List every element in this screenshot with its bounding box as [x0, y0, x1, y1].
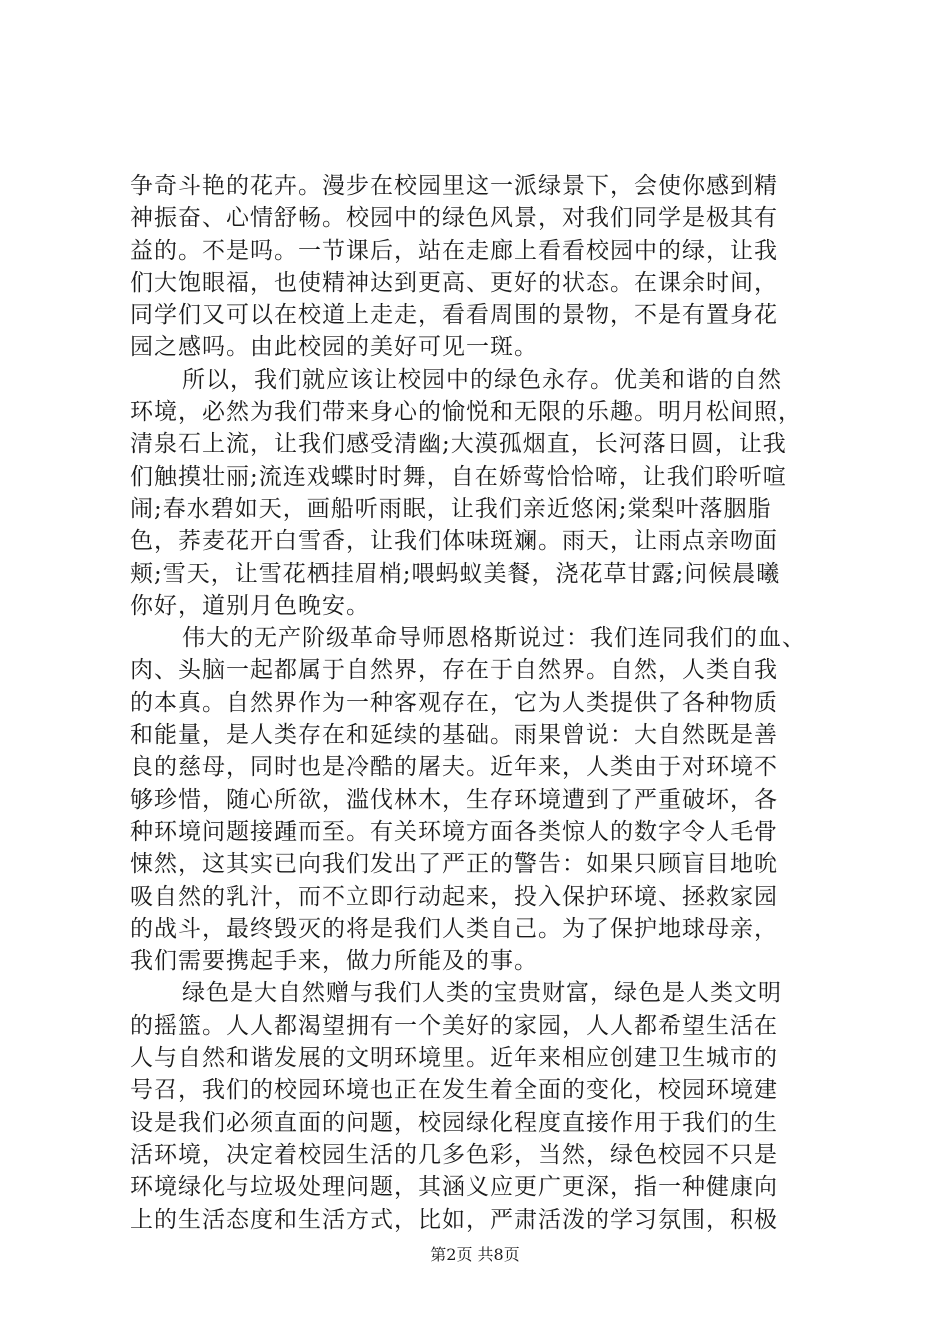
text-line: 的战斗，最终毁灭的将是我们人类自己。为了保护地球母亲， [130, 915, 778, 942]
text-line: 们大饱眼福，也使精神达到更高、更好的状态。在课余时间， [130, 269, 778, 296]
text-line: 上的生活态度和生活方式，比如，严肃活泼的学习氛围，积极 [130, 1206, 778, 1233]
text-line: 同学们又可以在校道上走走，看看周围的景物，不是有置身花 [130, 302, 778, 329]
page-number-footer: 第2页 共8页 [430, 1245, 520, 1264]
text-line: 你好，道别月色晚安。 [130, 592, 370, 619]
text-line: 颊;雪天，让雪花栖挂眉梢;喂蚂蚁美餐，浇花草甘露;问候晨曦 [130, 560, 781, 587]
text-line: 吸自然的乳汁，而不立即行动起来，投入保护环境、拯救家园 [130, 883, 778, 910]
text-line: 我们需要携起手来，做力所能及的事。 [130, 948, 538, 975]
text-line: 的本真。自然界作为一种客观存在，它为人类提供了各种物质 [130, 689, 778, 716]
text-line: 的摇篮。人人都渴望拥有一个美好的家园，人人都希望生活在 [130, 1012, 778, 1039]
text-line: 活环境，决定着校园生活的几多色彩，当然，绿色校园不只是 [130, 1141, 778, 1168]
text-line: 所以，我们就应该让校园中的绿色永存。优美和谐的自然 [182, 366, 782, 393]
text-line: 闹;春水碧如天，画船听雨眠，让我们亲近悠闲;棠梨叶落胭脂 [130, 495, 772, 522]
text-line: 神振奋、心情舒畅。校园中的绿色风景，对我们同学是极其有 [130, 205, 778, 232]
text-line: 益的。不是吗。一节课后，站在走廊上看看校园中的绿，让我 [130, 237, 778, 264]
text-line: 园之感吗。由此校园的美好可见一斑。 [130, 334, 538, 361]
text-line: 环境，必然为我们带来身心的愉悦和无限的乐趣。明月松间照， [130, 399, 802, 426]
text-line: 环境绿化与垃圾处理问题，其涵义应更广更深，指一种健康向 [130, 1174, 778, 1201]
text-line: 色，荞麦花开白雪香，让我们体味斑斓。雨天，让雨点亲吻面 [130, 528, 778, 555]
text-line: 伟大的无产阶级革命导师恩格斯说过：我们连同我们的血、 [182, 625, 806, 652]
text-line: 肉、头脑一起都属于自然界，存在于自然界。自然，人类自我 [130, 657, 778, 684]
paragraph [130, 622, 850, 977]
text-line: 绿色是大自然赠与我们人类的宝贵财富，绿色是人类文明 [182, 980, 782, 1007]
paragraph [130, 170, 850, 364]
body-text [130, 170, 850, 1236]
text-line: 够珍惜，随心所欲，滥伐林木，生存环境遭到了严重破坏，各 [130, 786, 778, 813]
text-line: 号召，我们的校园环境也正在发生着全面的变化，校园环境建 [130, 1077, 778, 1104]
text-line: 设是我们必须直面的问题，校园绿化程度直接作用于我们的生 [130, 1109, 778, 1136]
text-line: 争奇斗艳的花卉。漫步在校园里这一派绿景下，会使你感到精 [130, 173, 778, 199]
paragraph [130, 977, 850, 1235]
text-line: 们触摸壮丽;流连戏蝶时时舞，自在娇莺恰恰啼，让我们聆听喧 [130, 463, 787, 490]
text-line: 种环境问题接踵而至。有关环境方面各类惊人的数字令人毛骨 [130, 818, 778, 845]
text-line: 和能量，是人类存在和延续的基础。雨果曾说：大自然既是善 [130, 722, 778, 749]
text-line: 悚然，这其实已向我们发出了严正的警告：如果只顾盲目地吮 [130, 851, 778, 878]
text-line: 良的慈母，同时也是冷酷的屠夫。近年来，人类由于对环境不 [130, 754, 778, 781]
text-line: 人与自然和谐发展的文明环境里。近年来相应创建卫生城市的 [130, 1045, 778, 1072]
text-line: 清泉石上流，让我们感受清幽;大漠孤烟直，长河落日圆，让我 [130, 431, 787, 458]
paragraph [130, 364, 850, 622]
